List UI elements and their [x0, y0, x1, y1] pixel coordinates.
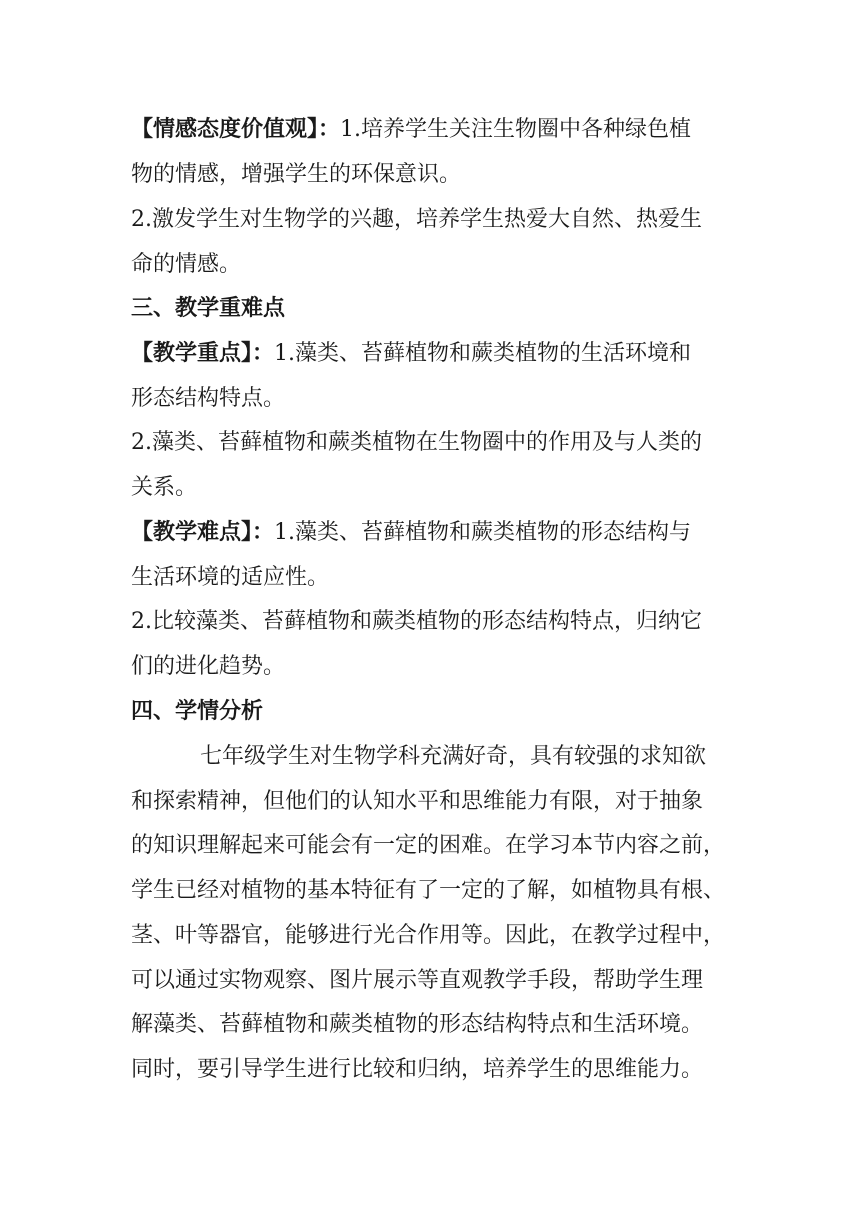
paragraph-line-7: 解藻类、苔藓植物和蕨类植物的形态结构特点和生活环境。: [131, 1012, 704, 1037]
section-heading-4: 四、学情分析: [131, 699, 264, 724]
values-line-3: 2.激发学生对生物学的兴趣，培养学生热爱大自然、热爱生: [131, 207, 702, 232]
difficulty-line-2: 生活环境的适应性。: [131, 565, 330, 590]
difficulty-text: 1.藻类、苔藓植物和蕨类植物的形态结构与: [274, 520, 692, 545]
values-line-2: 物的情感，增强学生的环保意识。: [131, 162, 462, 187]
key-line-2: 形态结构特点。: [131, 386, 286, 411]
paragraph-line-4: 学生已经对植物的基本特征有了一定的了解，如植物具有根、: [131, 878, 726, 903]
values-text: 1.培养学生关注生物圈中各种绿色植: [340, 117, 692, 142]
difficulty-line-4: 们的进化趋势。: [131, 654, 286, 679]
paragraph-line-3: 的知识理解起来可能会有一定的困难。在学习本节内容之前，: [131, 833, 726, 858]
section-heading-3: 三、教学重难点: [131, 296, 286, 321]
key-label: 【教学重点】：: [131, 341, 275, 366]
paragraph-line-6: 可以通过实物观察、图片展示等直观教学手段，帮助学生理: [131, 968, 704, 993]
key-line-1: [131, 339, 751, 369]
paragraph-line-5: 茎、叶等器官，能够进行光合作用等。因此，在教学过程中，: [131, 923, 726, 948]
key-text: 1.藻类、苔藓植物和蕨类植物的生活环境和: [274, 341, 692, 366]
key-line-3: 2.藻类、苔藓植物和蕨类植物在生物圈中的作用及与人类的: [131, 430, 702, 455]
paragraph-line-8: 同时，要引导学生进行比较和归纳，培养学生的思维能力。: [131, 1057, 704, 1082]
paragraph-line-2: 和探索精神，但他们的认知水平和思维能力有限，对于抽象: [131, 789, 704, 814]
difficulty-line-3: 2.比较藻类、苔藓植物和蕨类植物的形态结构特点，归纳它: [131, 609, 702, 634]
paragraph-line-1: 七年级学生对生物学科充满好奇，具有较强的求知欲: [200, 744, 707, 769]
values-label: 【情感态度价值观】：: [131, 117, 341, 142]
difficulty-label: 【教学难点】：: [131, 520, 275, 545]
values-line-4: 命的情感。: [131, 252, 242, 277]
values-line-1: [131, 115, 751, 145]
difficulty-line-1: [131, 518, 751, 548]
key-line-4: 关系。: [131, 475, 198, 500]
